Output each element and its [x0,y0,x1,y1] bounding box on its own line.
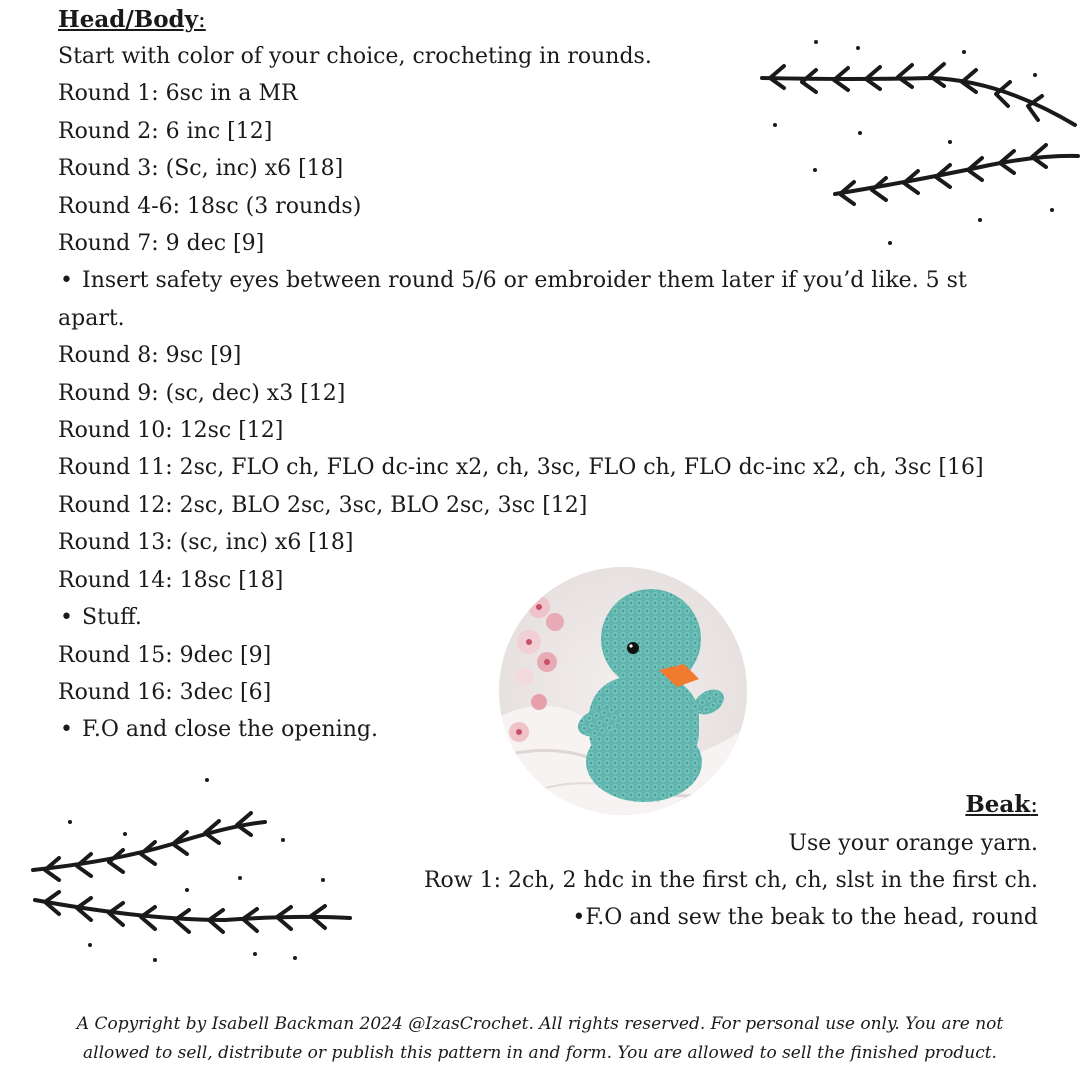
instruction-line: Round 10: 12sc [12] [58,418,284,444]
instruction-line: Round 9: (sc, dec) x3 [12] [58,380,346,406]
beak-instructions [338,825,1038,936]
instruction-line: Use your orange yarn. [788,831,1038,856]
instruction-line: Round 8: 9sc [9] [58,343,242,369]
instruction-bullet: • F.O and sew the beak to the head, round [338,899,1038,936]
instruction-line: Round 14: 18sc [18] [58,567,284,593]
beak-title: Beak [965,791,1031,818]
instruction-line: Round 11: 2sc, FLO ch, FLO dc-inc x2, ch, 3sc, FLO ch, FLO dc-inc x2, ch, 3sc [16] [58,455,984,481]
instruction-bullet: • Insert safety eyes between round 5/6 or embroider them later if you’d like. 5 st apart. [58,262,1018,337]
beak-section [338,785,1038,936]
vine-decoration-top-right [740,30,1080,260]
copyright-notice [40,1010,1040,1068]
head-body-title: Head/Body [58,6,198,33]
instruction-line: Round 7: 9 dec [9] [58,231,265,257]
instruction-bullet: • Stuff. [58,599,1018,636]
instruction-line: Round 3: (Sc, inc) x6 [18] [58,156,344,182]
instruction-line: Round 4-6: 18sc (3 rounds) [58,193,362,219]
instruction-line: Start with color of your choice, crocheting in rounds. [58,44,652,69]
instruction-bullet: • F.O and close the opening. [58,711,1018,748]
copyright-line-2: allowed to sell, distribute or publish this pattern in and form. You are allowed to sell the finished product. [83,1043,997,1063]
instruction-line: Round 13: (sc, inc) x6 [18] [58,530,354,556]
instruction-line: Row 1: 2ch, 2 hdc in the first ch, ch, slst in the first ch. [423,868,1038,893]
vine-decoration-bottom-left [25,770,365,970]
instruction-line: Round 1: 6sc in a MR [58,81,298,107]
instruction-line: Round 2: 6 inc [12] [58,118,273,144]
copyright-line-1: A Copyright by Isabell Backman 2024 @IzasCrochet. All rights reserved. For personal use only. You are not [76,1014,1004,1034]
instruction-line: Round 15: 9dec [9] [58,642,272,668]
instruction-line: Round 12: 2sc, BLO 2sc, 3sc, BLO 2sc, 3sc [12] [58,492,588,518]
heading-colon: : [197,7,206,33]
crochet-chick-photo [499,567,747,815]
instruction-line: Round 16: 3dec [6] [58,679,272,705]
heading-colon: : [1030,792,1038,818]
beak-heading [338,785,1038,825]
